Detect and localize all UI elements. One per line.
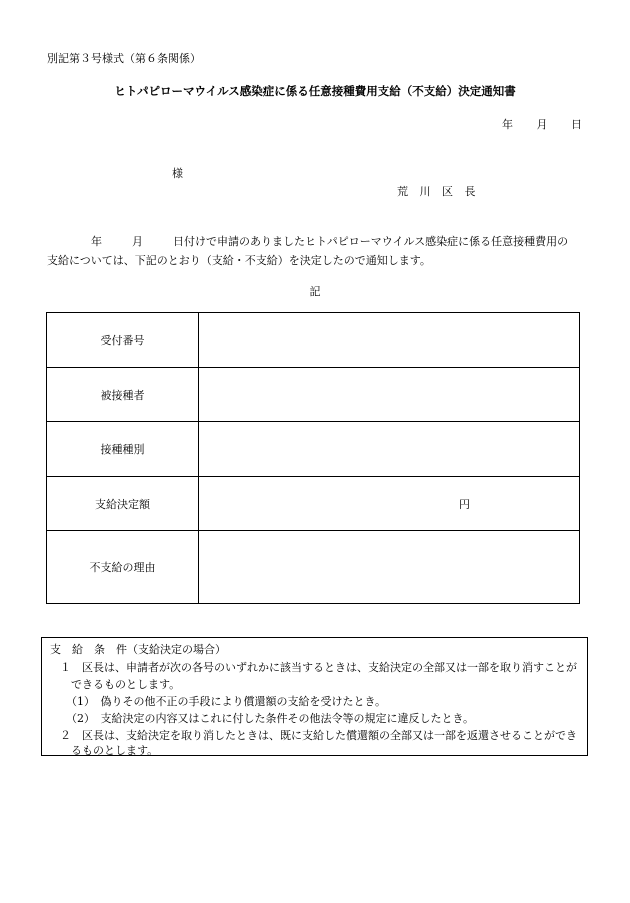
body-month: 月 xyxy=(132,235,143,248)
row-value xyxy=(199,368,580,422)
date-month: 月 xyxy=(536,118,548,131)
condition-item: （1） 偽りその他不正の手段により償還額の支給を受けたとき。 xyxy=(66,695,387,708)
body-line-2: 支給については、下記のとおり（支給・不支給）を決定したので通知します。 xyxy=(47,254,431,267)
date-year: 年 xyxy=(502,118,513,131)
condition-item: るものとします。 xyxy=(71,744,159,757)
row-label: 支給決定額 xyxy=(47,477,199,531)
payment-conditions-box xyxy=(41,637,588,756)
row-value xyxy=(199,422,580,477)
issue-date xyxy=(482,116,582,132)
date-day: 日 xyxy=(571,118,582,131)
notice-body xyxy=(47,232,587,270)
table-row xyxy=(47,422,580,477)
table-row xyxy=(47,313,580,368)
body-year: 年 xyxy=(91,235,102,248)
row-value xyxy=(199,313,580,368)
yen-unit: 円 xyxy=(459,497,470,511)
table-row xyxy=(47,531,580,604)
row-value xyxy=(199,531,580,604)
document-title: ヒトパピローマウイルス感染症に係る任意接種費用支給（不支給）決定通知書 xyxy=(114,84,516,98)
form-reference: 別記第３号様式（第６条関係） xyxy=(47,52,201,65)
conditions-heading: 支 給 条 件（支給決定の場合） xyxy=(50,643,226,656)
ki-heading: 記 xyxy=(309,285,321,298)
condition-item: ２ 区長は、支給決定を取り消したときは、既に支給した償還額の全部又は一部を返還させることができ xyxy=(60,729,577,742)
row-label: 被接種者 xyxy=(47,368,199,422)
table-row xyxy=(47,368,580,422)
body-line-1 xyxy=(47,232,587,251)
row-label: 不支給の理由 xyxy=(47,531,199,604)
row-value xyxy=(199,477,580,531)
condition-item: できるものとします。 xyxy=(71,678,181,691)
recipient-honorific: 様 xyxy=(172,167,183,180)
condition-item: １ 区長は、申請者が次の各号のいずれかに該当するときは、支給決定の全部又は一部を取り消すことが xyxy=(60,661,577,674)
condition-item: （2） 支給決定の内容又はこれに付した条件その他法令等の規定に違反したとき。 xyxy=(66,712,475,725)
row-label: 受付番号 xyxy=(47,313,199,368)
table-row xyxy=(47,477,580,531)
row-label: 接種種別 xyxy=(47,422,199,477)
sender-name: 荒 川 区 長 xyxy=(397,185,480,198)
decision-table xyxy=(46,312,580,604)
body-line-1-text: 日付けで申請のありましたヒトパピローマウイルス感染症に係る任意接種費用の xyxy=(173,235,569,248)
